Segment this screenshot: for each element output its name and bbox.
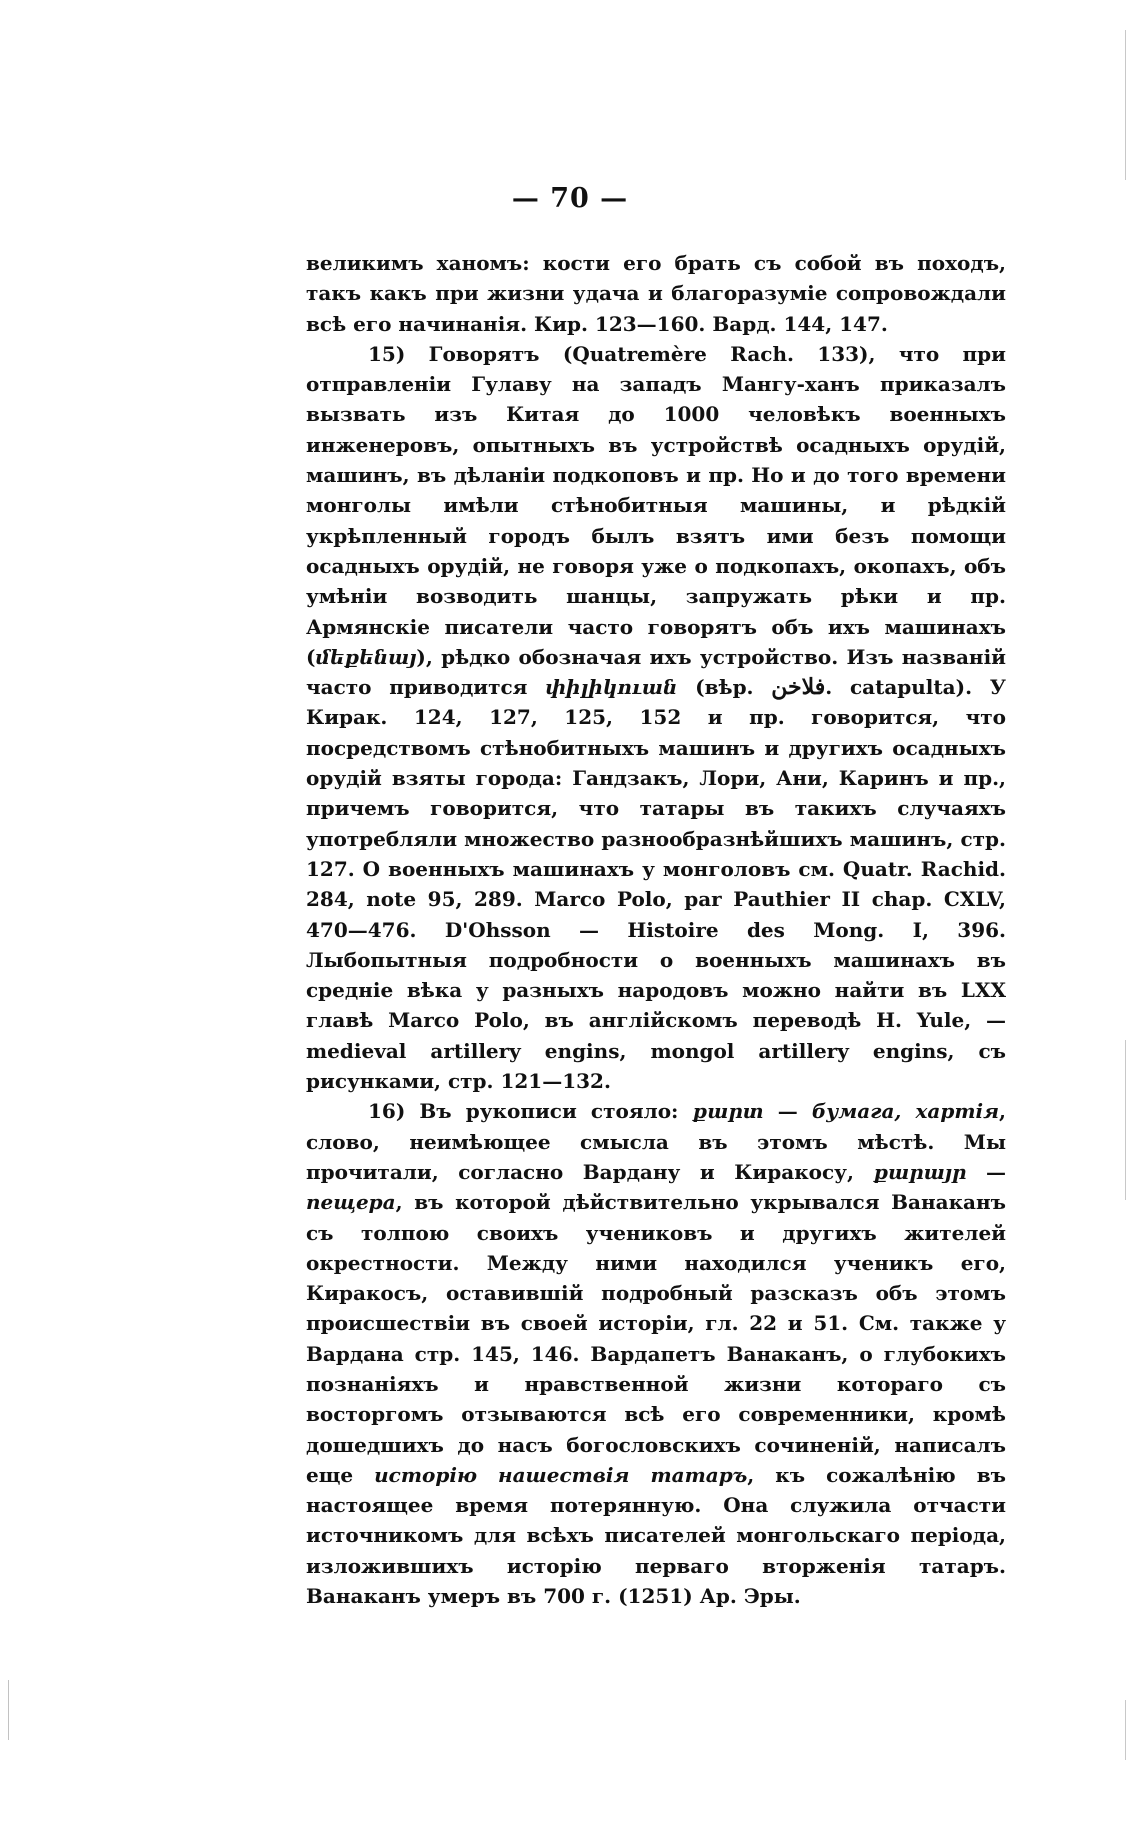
text-run: (вѣр. (677, 675, 772, 700)
italic-term: бумага, хартія (811, 1099, 1000, 1124)
text-run: — (966, 1159, 1006, 1184)
page-body (306, 248, 1006, 1611)
text-run: , въ которой дѣйствительно укрывался Ванаканъ съ толпою своихъ учениковъ и другихъ жителей окрестности. Между ними находился ученикъ его, Киракосъ, оставившій подробный разсказъ объ этомъ происшествіи въ своей исторіи, гл. 22 и 51. См. также у Вардана стр. 145, 146. Вардапетъ Ванаканъ, о глубокихъ познаніяхъ и нравственной жизни котораго съ восторгомъ отзываются всѣ его современники, кромѣ дошедшихъ до насъ богословскихъ сочиненій, написалъ еще (306, 1190, 1006, 1487)
text-run: 15) Говорятъ (Quatremère Rach. 133), что при отправленіи Гулаву на западъ Мангу-ханъ приказалъ вызвать изъ Китая до 1000 человѣкъ военныхъ инженеровъ, опытныхъ въ устройствѣ осадныхъ орудій, машинъ, въ дѣланіи подкоповъ и пр. Но и до того времени монголы имѣли стѣнобитныя машины, и рѣдкій укрѣпленный городъ былъ взятъ ими безъ помощи осадныхъ орудій, не говоря уже о подкопахъ, окопахъ, объ умѣніи возводить шанцы, запружать рѣки и пр. Армянскіе писатели часто говорятъ объ ихъ машинахъ ( (306, 341, 1006, 669)
text-run: великимъ ханомъ: кости его брать съ собой въ походъ, такъ какъ при жизни удача и благоразуміе сопровождали всѣ его начинанія. Кир. 123—160. Вард. 144, 147. (306, 251, 1006, 336)
text-run: , къ сожалѣнію въ настоящее время потерянную. Она служила отчасти источникомъ для всѣхъ писателей монгольскаго періода, изложившихъ исторію перваго вторженія татаръ. Ванаканъ умеръ въ 700 г. (1251) Ар. Эры. (306, 1462, 1006, 1609)
italic-term: исторію нашествія татаръ (374, 1462, 748, 1487)
scan-edge-line (1125, 1700, 1126, 1760)
scan-edge-line (1125, 1040, 1126, 1200)
armenian-term: քարտ (692, 1099, 764, 1124)
footnote-16 (306, 1096, 1006, 1611)
text-run: — (763, 1099, 812, 1124)
scan-edge-line (8, 1680, 9, 1740)
text-run: ), рѣдко обозначая ихъ устройство. Изъ названій часто приводится (306, 644, 1006, 700)
italic-term: пещера (306, 1190, 396, 1215)
armenian-term: մեքենայ (315, 644, 417, 669)
arabic-term: فلاخن (771, 674, 826, 701)
paragraph-continuation (306, 248, 1006, 339)
page-number: — 70 — (511, 183, 629, 214)
armenian-term: քարայր (873, 1159, 967, 1184)
scan-edge-line (1125, 30, 1126, 180)
text-run: 16) Въ рукописи стояло: (368, 1099, 693, 1124)
text-run: , слово, неимѣющее смысла въ этомъ мѣстѣ. Мы прочитали, согласно Вардану и Киракосу, (306, 1099, 1006, 1184)
text-run: . catapulta). У Кирак. 124, 127, 125, 152 и пр. говорится, что посредствомъ стѣнобитныхъ машинъ и другихъ осадныхъ орудій взяты города: Гандзакъ, Лори, Ани, Каринъ и пр., причемъ говорится, что татары въ такихъ случаяхъ употребляли множество разнообразнѣйшихъ машинъ, стр. 127. О военныхъ машинахъ у монголовъ см. Quatr. Rachid. 284, note 95, 289. Marco Polo, par Pauthier II chap. CXLV, 470—476. D'Ohsson — Histoire des Mong. I, 396. Лыбопытныя подробности о военныхъ машинахъ въ средніе вѣка у разныхъ народовъ можно найти въ LXX главѣ Marco Polo, въ англійскомъ переводѣ H. Yule, — medieval artillery engins, mongol artillery engins, съ рисунками, стр. 121—132. (306, 675, 1006, 1094)
footnote-15 (306, 339, 1006, 1096)
armenian-term: փիլիկուան (545, 675, 678, 700)
